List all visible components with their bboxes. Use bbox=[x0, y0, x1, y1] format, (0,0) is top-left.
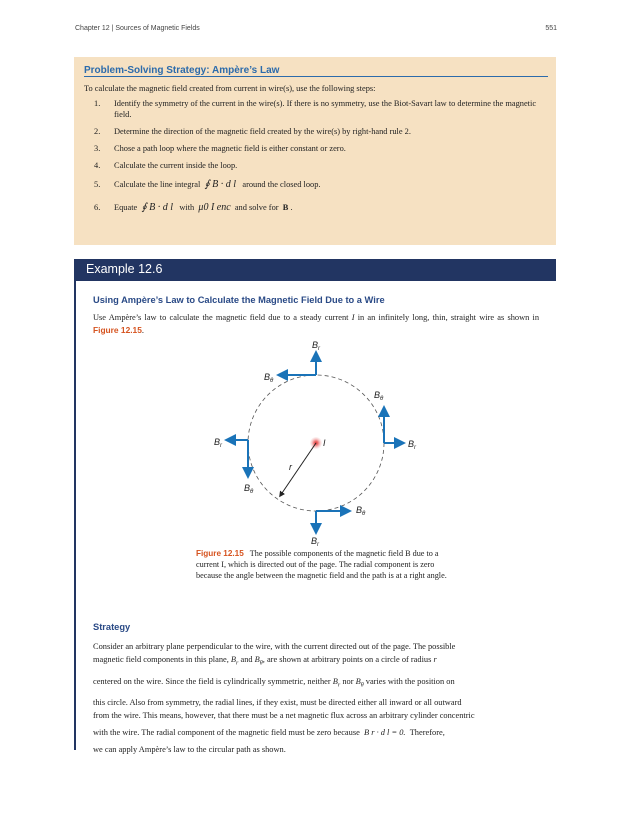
example-intro: Use Ampère’s law to calculate the magnetic field due to a steady current I in an infinitely long, thin, straight wire as shown in Figure 12.15. bbox=[93, 313, 540, 335]
strategy-box bbox=[74, 57, 556, 245]
page-number: 551 bbox=[545, 25, 557, 32]
caption-text: The possible components of the magnetic field B due to a current I, which is directed out of the page. The radial component is zero because the angle between the magnetic field and the path is at a right angle. bbox=[196, 549, 447, 580]
strategy-heading: Strategy bbox=[93, 622, 131, 632]
strategy-steps bbox=[94, 98, 550, 219]
figure-caption bbox=[196, 548, 452, 581]
line-integral-math: ∮ B · d l bbox=[141, 202, 174, 213]
strategy-intro: To calculate the magnetic field created from current in wire(s), use the following steps: bbox=[84, 84, 376, 93]
caption-label: Figure 12.15 bbox=[196, 549, 244, 558]
line-integral-math: ∮ B · d l bbox=[204, 179, 237, 190]
br-label-right: $B_r$ bbox=[408, 439, 417, 451]
example-header bbox=[74, 259, 556, 281]
field-components-figure bbox=[196, 336, 436, 546]
step-item: 5. Calculate the line integral ∮ B · d l around the closed loop. bbox=[94, 179, 321, 190]
br-label-left: $B_r$ bbox=[214, 437, 223, 449]
strategy-paragraph: Consider an arbitrary plane perpendicular to the wire, with the current directed out of the page. The possible magnetic field components in this plane, $B_r$ and $B_\theta$, are shown at arbitrary points on a circle of radius r centered on the wire. Since the field is cylindrically symmetric, neither $B_r$ nor $B_\theta$ varies with the position on this circle. Also from symmetry, the radial lines, if they exist, must be directed either all inward or all outward from the wire. This means, however, that there must be a net magnetic flux across an arbitrary cylinder concentric with the wire. The radial component of the magnetic field must be zero because B r · d l = 0. Therefore, we can apply Ampère’s law to the circular path as shown. bbox=[93, 642, 475, 755]
running-header: Chapter 12 | Sources of Magnetic Fields bbox=[75, 25, 200, 32]
br-label-bottom: $B_r$ bbox=[311, 536, 320, 546]
step-item: 4. Calculate the current inside the loop. bbox=[94, 161, 238, 170]
step-item: 6. Equate ∮ B · d l with μ0 I enc and solve for B . bbox=[94, 202, 293, 213]
example-subtitle: Using Ampère’s Law to Calculate the Magnetic Field Due to a Wire bbox=[93, 295, 385, 305]
step-item: 2. Determine the direction of the magnetic field created by the wire(s) by right-hand rule 2. bbox=[94, 127, 411, 136]
b-vector-math: B bbox=[282, 203, 289, 212]
example-title: Example 12.6 bbox=[86, 262, 163, 276]
radius-label: r bbox=[289, 462, 292, 472]
strategy-divider bbox=[84, 76, 548, 77]
step-item: 1. Identify the symmetry of the current in the wire(s). If there is no symmetry, use the Biot-Savart law to determine the magnetic field. bbox=[94, 99, 537, 119]
btheta-label-top: $B_\theta$ bbox=[264, 372, 274, 384]
br-label-top: $B_r$ bbox=[312, 340, 321, 352]
zero-dot-math: B r · d l = 0. bbox=[364, 728, 406, 738]
btheta-label-left: $B_\theta$ bbox=[244, 483, 254, 495]
btheta-label-bottom: $B_\theta$ bbox=[356, 505, 366, 517]
radius-arrow bbox=[280, 443, 316, 496]
current-label: I bbox=[323, 438, 326, 448]
figure-link[interactable]: Figure 12.15 bbox=[93, 325, 142, 335]
example-side-rule bbox=[74, 281, 76, 750]
step-item: 3. Chose a path loop where the magnetic field is either constant or zero. bbox=[94, 144, 346, 153]
mu-i-enc-math: μ0 I enc bbox=[198, 202, 231, 213]
strategy-title: Problem-Solving Strategy: Ampère’s Law bbox=[84, 65, 280, 76]
btheta-label-right: $B_\theta$ bbox=[374, 390, 384, 402]
